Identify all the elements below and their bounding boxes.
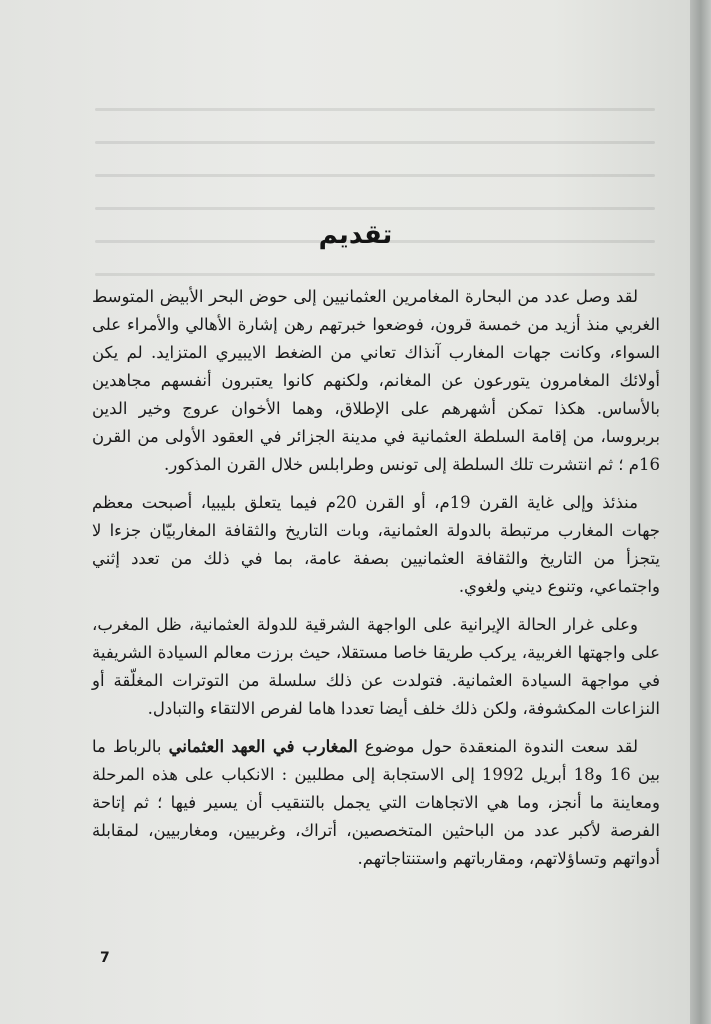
show-through-text (95, 108, 655, 288)
paragraph-4-start: لقد سعت الندوة المنعقدة حول موضوع (357, 737, 638, 756)
paragraph-4 (92, 733, 660, 873)
page-title: تقديم (318, 220, 393, 250)
page-number: 7 (100, 950, 110, 966)
body-text (92, 283, 660, 883)
paragraph-4-bold-phrase: المغارب في العهد العثماني (168, 737, 358, 756)
paragraph-2: منذئذ وإلى غاية القرن 19م، أو القرن 20م فيما يتعلق بليبيا، أصبحت معظم جهات المغارب مرتبطة بالدولة العثمانية، وبات التاريخ والثقافة المغاربيّان جزءا لا يتجزأ من التاريخ والثقافة العثمانيين بصفة عامة، بما في ذلك من تعدد إثني واجتماعي، وتنوع ديني ولغوي. (92, 493, 660, 596)
paragraph-4-end: بالرباط ما بين 16 و18 أبريل 1992 إلى الاستجابة إلى مطلبين : الانكباب على هذه المرحلة ومعاينة ما أنجز، وما هي الاتجاهات التي يجمل بالتنقيب أن يسير فيها ؛ ثم إتاحة الفرصة لأكبر عدد من الباحثين المتخصصين، أتراك، وغربيين، ومغاربيين، لمقابلة أدواتهم وتساؤلاتهم، ومقارباتهم واستنتاجاتهم. (92, 737, 660, 868)
paragraph-3: وعلى غرار الحالة الإيرانية على الواجهة الشرقية للدولة العثمانية، ظل المغرب، على واجهتها الغربية، يركب طريقا خاصا مستقلا، حيث برزت معالم السيادة الشريفية في مواجهة السيادة العثمانية. فتولدت عن ذلك سلسلة من التوترات المغلّقة أو النزاعات المكشوفة، ولكن ذلك خلف أيضا تعددا هاما لفرص الالتقاء والتبادل. (92, 615, 660, 718)
paragraph-1: لقد وصل عدد من البحارة المغامرين العثمانيين إلى حوض البحر الأبيض المتوسط الغربي منذ أزيد من خمسة قرون، فوضعوا خبرتهم رهن إشارة الأهالي والأمراء على السواء، وكانت جهات المغارب آنذاك تعاني من الضغط الايبيري المتزايد. لم يكن أولائك المغامرون يتورعون عن المغانم، ولكنهم كانوا يعتبرون أنفسهم مجاهدين بالأساس. هكذا تمكن أشهرهم على الإطلاق، وهما الأخوان عروج وخير الدين بربروسا، من إقامة السلطة العثمانية في مدينة الجزائر في العقود الأولى من القرن 16م ؛ ثم انتشرت تلك السلطة إلى تونس وطرابلس خلال القرن المذكور. (92, 287, 660, 474)
book-spine (690, 0, 711, 1024)
